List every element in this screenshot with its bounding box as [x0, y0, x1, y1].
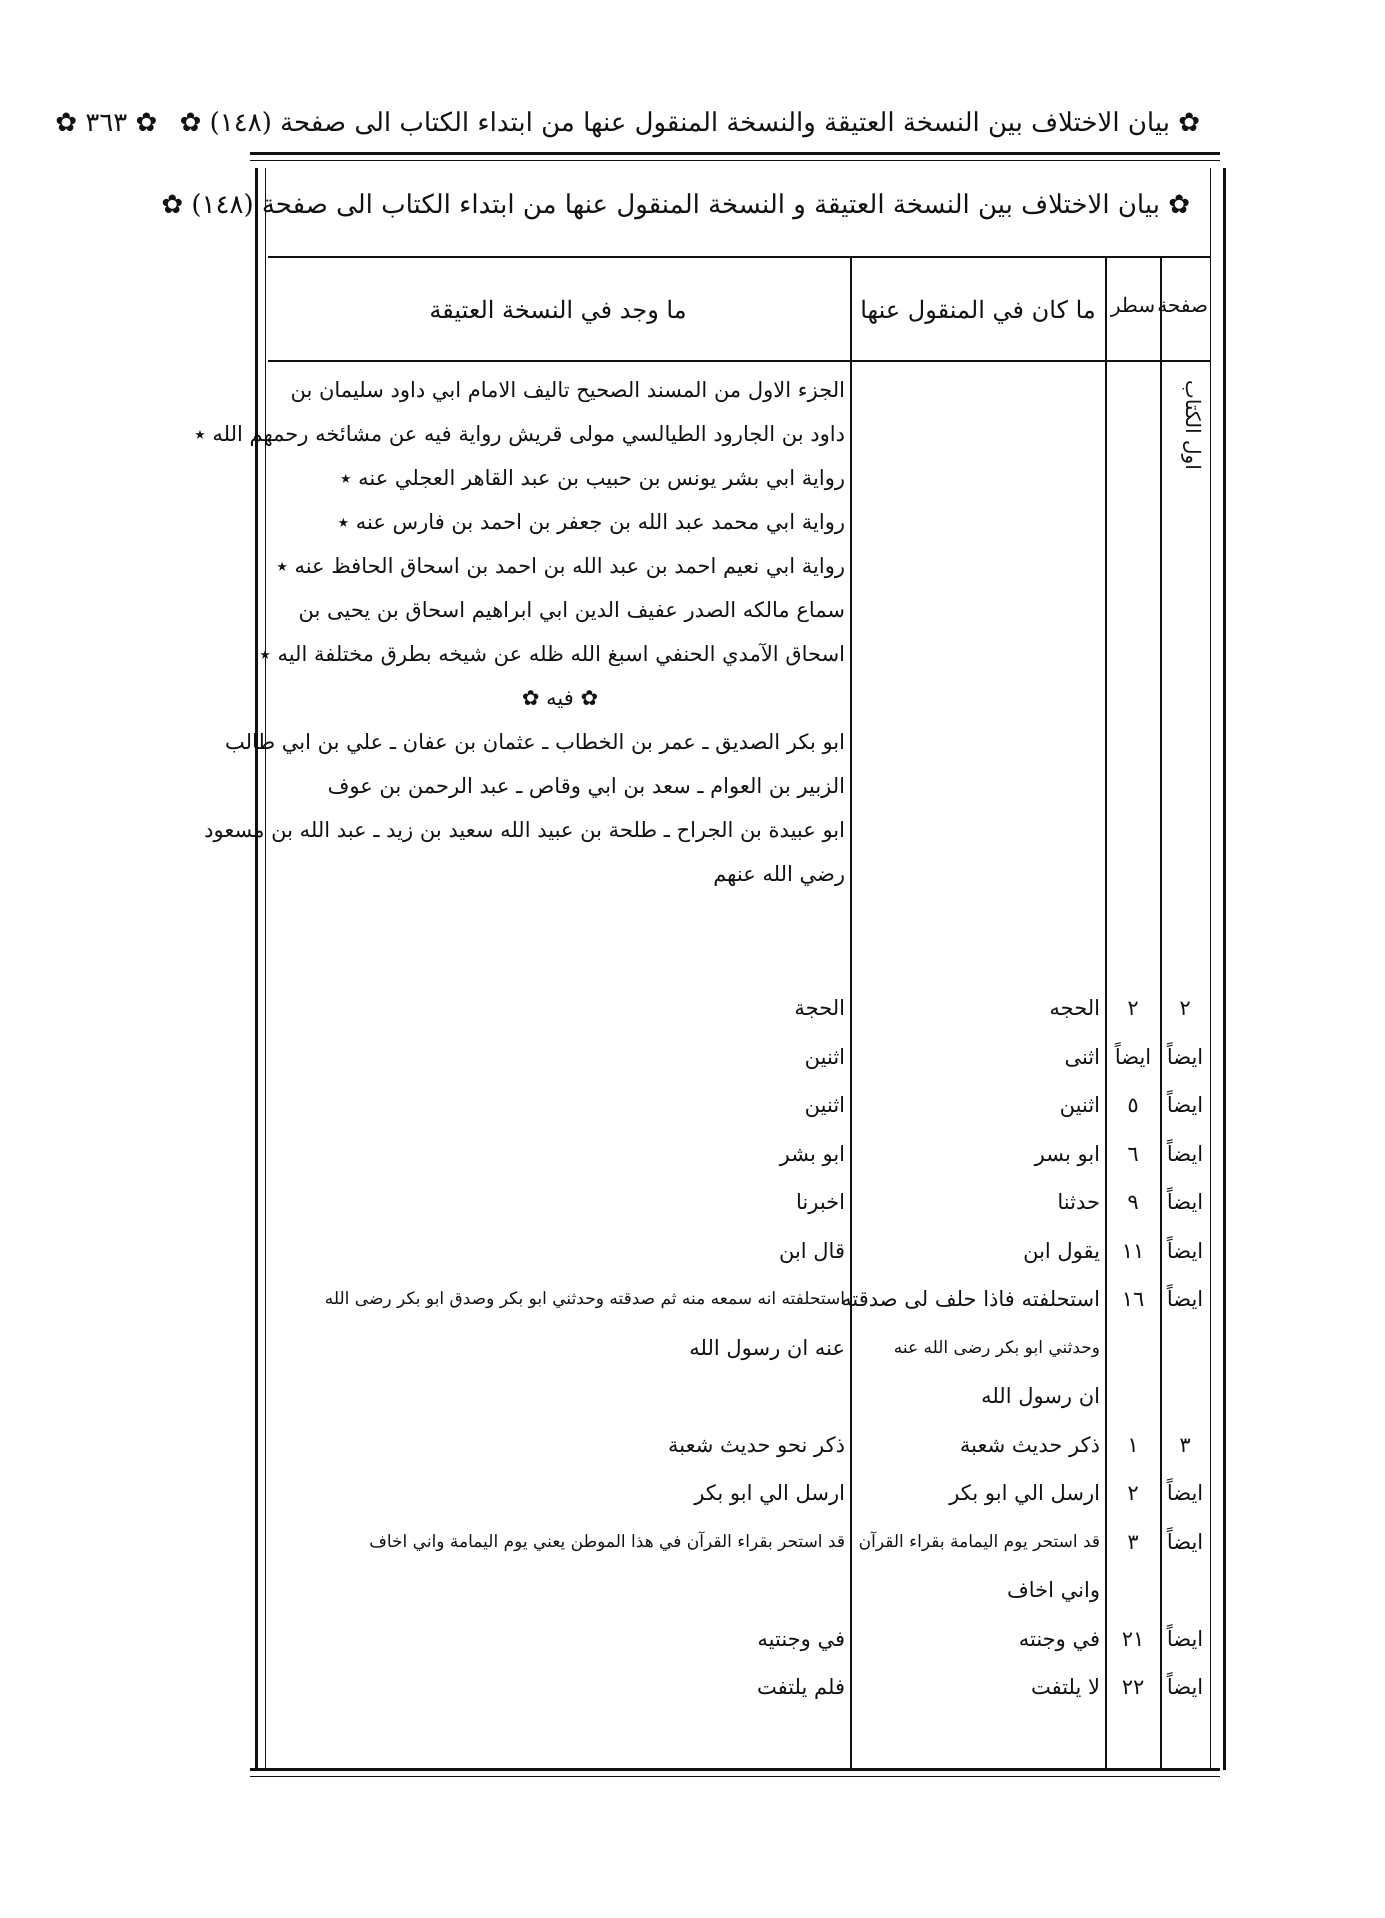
row-copied: واني اخاف: [1007, 1578, 1100, 1602]
intro-line: الجزء الاول من المسند الصحيح تاليف الامام ابي داود سليمان بن: [290, 378, 845, 402]
intro-line: رواية ابي محمد عبد الله بن جعفر بن احمد بن فارس عنه ٭: [337, 510, 845, 534]
column-divider-copied: [850, 256, 852, 1768]
row-line: ٢٢: [1121, 1675, 1145, 1699]
intro-line: الزبير بن العوام ـ سعد بن ابي وقاص ـ عبد الرحمن بن عوف: [327, 774, 845, 798]
header-rule-thin: [250, 160, 1220, 161]
row-copied: قد استحر يوم اليمامة بقراء القرآن: [858, 1531, 1100, 1552]
row-ancient: الحجة: [794, 996, 845, 1020]
row-copied: ذكر حديث شعبة: [959, 1432, 1100, 1457]
row-copied: ارسل الي ابو بكر: [949, 1481, 1100, 1505]
running-header-title: ✿ بيان الاختلاف بين النسخة العتيقة والنسخة المنقول عنها من ابتداء الكتاب الى صفحة (١٤٨) ✿: [179, 108, 1200, 138]
row-ancient: قال ابن: [778, 1238, 845, 1263]
row-page: ٢: [1179, 996, 1191, 1020]
table-title: ✿ بيان الاختلاف بين النسخة العتيقة و النسخة المنقول عنها من ابتداء الكتاب الى صفحة (١٤٨) ✿: [161, 190, 1190, 220]
row-page: ايضاً: [1166, 1626, 1204, 1651]
intro-line: رواية ابي نعيم احمد بن عبد الله بن احمد بن اسحاق الحافظ عنه ٭: [276, 554, 845, 578]
running-header: [55, 108, 1200, 152]
page-number: ✿ ٣٦٣ ✿: [55, 108, 158, 138]
row-ancient: فلم يلتفت: [756, 1675, 845, 1699]
row-line: ٣: [1127, 1529, 1139, 1554]
row-copied: ابو بسر: [1034, 1141, 1100, 1166]
row-ancient: قد استحر بقراء القرآن في هذا الموطن يعني يوم اليمامة واني اخاف: [369, 1531, 845, 1552]
row-ancient: اخبرنا: [796, 1190, 845, 1214]
row-line: ايضاً: [1114, 1044, 1152, 1069]
row-copied: لا يلتفت: [1030, 1675, 1100, 1699]
row-copied: استحلفته فاذا حلف لى صدقته: [841, 1287, 1100, 1311]
row-copied: يقول ابن: [1023, 1238, 1100, 1263]
row-ancient: استحلفته انه سمعه منه ثم صدقته وحدثني ابو بكر وصدق ابو بكر رضى الله: [324, 1289, 845, 1309]
intro-line: ابو بكر الصديق ـ عمر بن الخطاب ـ عثمان بن عفان ـ علي بن ابي طالب: [224, 730, 845, 754]
row-line: ٢: [1127, 1481, 1139, 1505]
row-ancient: عنه ان رسول الله: [689, 1335, 845, 1360]
row-page: ايضاً: [1166, 1044, 1204, 1069]
row-ancient: ذكر نحو حديث شعبة: [667, 1432, 845, 1457]
row-ancient: في وجنتيه: [757, 1626, 845, 1651]
row-line: ١: [1127, 1432, 1139, 1457]
row-copied: اثنى: [1064, 1044, 1100, 1069]
row-page: ايضاً: [1166, 1141, 1204, 1166]
row-page: ايضاً: [1166, 1287, 1204, 1311]
intro-line: رواية ابي بشر يونس بن حبيب بن عبد القاهر العجلي عنه ٭: [340, 466, 845, 490]
frame-inner-rule-right: [1210, 168, 1211, 1770]
header-rule: [250, 152, 1220, 155]
intro-line: اسحاق الآمدي الحنفي اسبغ الله ظله عن شيخه بطرق مختلفة اليه ٭: [259, 642, 845, 666]
column-header-ancient: ما وجد في النسخة العتيقة: [429, 296, 687, 324]
column-header-copied: ما كان في المنقول عنها: [860, 296, 1096, 324]
row-line: ٢١: [1121, 1626, 1145, 1651]
row-copied: في وجنته: [1018, 1626, 1100, 1651]
row-ancient: اثنين: [804, 1093, 845, 1117]
row-page: ايضاً: [1166, 1481, 1204, 1505]
row-line: ٥: [1127, 1093, 1139, 1117]
row-ancient: ابو بشر: [779, 1141, 845, 1166]
row-line: ٩: [1127, 1190, 1139, 1214]
row-page: ٣: [1179, 1432, 1191, 1457]
row-page: ايضاً: [1166, 1529, 1204, 1554]
row-page: ايضاً: [1166, 1238, 1204, 1263]
title-rule: [268, 256, 1210, 258]
row-copied: اثنين: [1059, 1093, 1100, 1117]
column-header-page: صفحة: [1157, 293, 1208, 317]
row-line: ٢: [1127, 996, 1139, 1020]
row-copied: ان رسول الله: [981, 1384, 1100, 1408]
row-page: ايضاً: [1166, 1190, 1204, 1214]
footer-rule: [250, 1768, 1220, 1771]
intro-line: ✿ فيه ✿: [521, 686, 599, 710]
footer-rule-thin: [250, 1776, 1220, 1777]
row-copied: الحجه: [1049, 996, 1100, 1020]
intro-line: سماع مالكه الصدر عفيف الدين ابي ابراهيم اسحاق بن يحيى بن: [298, 598, 845, 622]
row-ancient: اثنين: [804, 1044, 845, 1069]
intro-line: رضي الله عنهم: [713, 862, 845, 886]
row-line: ١١: [1121, 1238, 1145, 1263]
intro-line: ابو عبيدة بن الجراح ـ طلحة بن عبيد الله سعيد بن زيد ـ عبد الله بن مسعود: [204, 818, 845, 842]
row-copied: حدثنا: [1057, 1190, 1100, 1214]
row-page: ايضاً: [1166, 1093, 1204, 1117]
column-header-rule: [268, 360, 1210, 362]
intro-page-label: اول الكتاب: [1181, 380, 1205, 470]
row-ancient: ارسل الي ابو بكر: [694, 1481, 845, 1505]
row-line: ١٦: [1121, 1287, 1145, 1311]
intro-line: داود بن الجارود الطيالسي مولى قريش رواية فيه عن مشائخه رحمهم الله ٭: [194, 422, 845, 446]
row-line: ٦: [1127, 1141, 1139, 1166]
column-header-line: سطر: [1110, 293, 1156, 317]
row-page: ايضاً: [1166, 1675, 1204, 1699]
row-copied: وحدثني ابو بكر رضى الله عنه: [893, 1337, 1100, 1358]
